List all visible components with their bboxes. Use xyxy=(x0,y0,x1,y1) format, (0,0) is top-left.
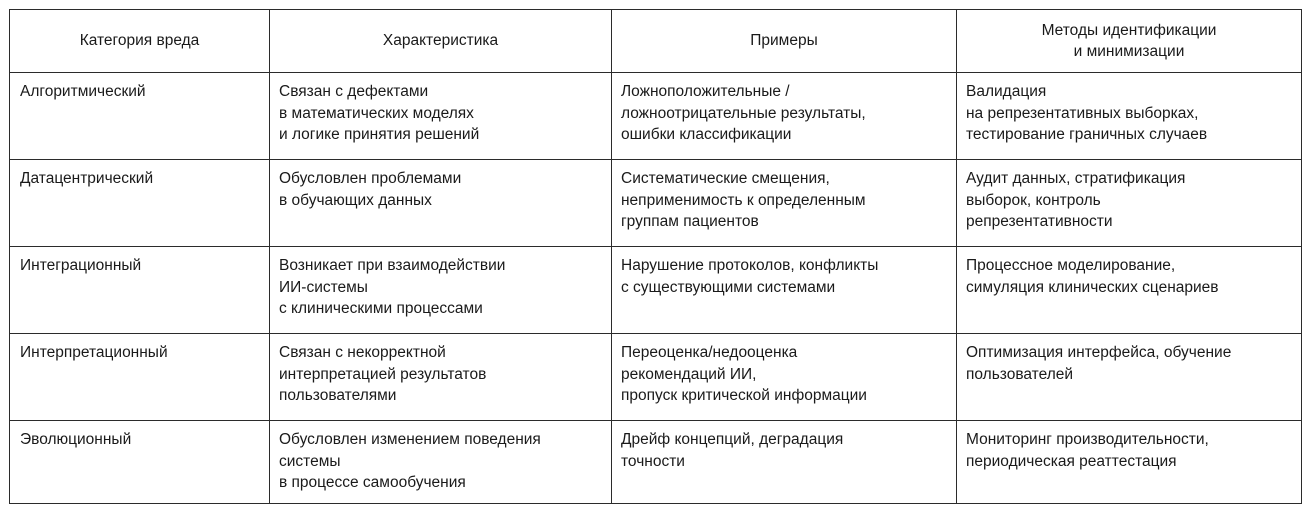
cell-line: рекомендаций ИИ, xyxy=(621,365,757,383)
cell-line: группам пациентов xyxy=(621,213,759,230)
cell-line: Алгоритмический xyxy=(20,83,146,100)
cell-examples xyxy=(612,160,957,247)
cell-line: ИИ-системы xyxy=(279,278,368,296)
cell-characteristic xyxy=(270,247,612,334)
cell-line: Процессное моделирование, xyxy=(966,257,1176,274)
header-line: Характеристика xyxy=(382,32,499,50)
cell-line: Мониторинг производительности, xyxy=(966,431,1209,448)
cell-line: в процессе самообучения xyxy=(279,474,466,491)
table-row xyxy=(10,73,1302,160)
cell-line: и логике принятия решений xyxy=(279,126,480,143)
cell-line: тестирование граничных случаев xyxy=(966,126,1208,143)
header-line: и минимизации xyxy=(1073,43,1185,60)
cell-examples xyxy=(612,73,957,160)
harm-categories-table-wrapper xyxy=(9,9,1302,504)
cell-line: в обучающих данных xyxy=(279,191,432,209)
header-line: Примеры xyxy=(750,32,818,50)
header-methods xyxy=(957,10,1302,73)
cell-examples xyxy=(612,247,957,334)
cell-line: ложноотрицательные результаты, xyxy=(621,104,866,122)
cell-line: пользователей xyxy=(966,365,1074,383)
cell-line: ошибки классификации xyxy=(621,126,792,143)
cell-methods xyxy=(957,421,1302,504)
cell-line: Ложноположительные / xyxy=(621,83,790,100)
cell-examples xyxy=(612,421,957,504)
cell-characteristic xyxy=(270,73,612,160)
cell-line: точности xyxy=(621,452,685,470)
cell-line: неприменимость к определенным xyxy=(621,191,866,209)
cell-line: системы xyxy=(279,452,341,470)
cell-characteristic xyxy=(270,160,612,247)
cell-line: выборок, контроль xyxy=(966,191,1101,209)
cell-line: Обусловлен изменением поведения xyxy=(279,431,541,448)
header-line: Методы идентификации xyxy=(1041,21,1217,39)
cell-line: Датацентрический xyxy=(20,170,154,187)
cell-line: Обусловлен проблемами xyxy=(279,170,462,187)
cell-characteristic xyxy=(270,334,612,421)
cell-line: Систематические смещения, xyxy=(621,170,830,187)
cell-line: репрезентативности xyxy=(966,213,1113,230)
cell-line: Нарушение протоколов, конфликты xyxy=(621,257,879,274)
cell-line: пропуск критической информации xyxy=(621,387,867,404)
header-characteristic xyxy=(270,10,612,73)
cell-line: Валидация xyxy=(966,83,1047,100)
cell-line: пользователями xyxy=(279,387,397,404)
cell-line: с клиническими процессами xyxy=(279,300,483,317)
cell-characteristic xyxy=(270,421,612,504)
cell-line: на репрезентативных выборках, xyxy=(966,104,1199,122)
cell-category xyxy=(10,247,270,334)
header-line: Категория вреда xyxy=(79,32,200,50)
cell-category xyxy=(10,421,270,504)
header-category xyxy=(10,10,270,73)
header-examples xyxy=(612,10,957,73)
cell-line: с существующими системами xyxy=(621,278,836,296)
cell-line: Эволюционный xyxy=(20,431,132,448)
cell-line: Связан с дефектами xyxy=(279,83,429,100)
table-header-row xyxy=(10,10,1302,73)
cell-methods xyxy=(957,160,1302,247)
cell-line: Переоценка/недооценка xyxy=(621,344,798,361)
cell-methods xyxy=(957,73,1302,160)
cell-line: Дрейф концепций, деградация xyxy=(621,431,844,448)
cell-methods xyxy=(957,334,1302,421)
cell-line: Аудит данных, стратификация xyxy=(966,170,1186,187)
cell-line: Интеграционный xyxy=(20,257,142,274)
cell-line: интерпретацией результатов xyxy=(279,365,487,383)
cell-examples xyxy=(612,334,957,421)
table-row xyxy=(10,334,1302,421)
table-row xyxy=(10,421,1302,504)
cell-line: Связан с некорректной xyxy=(279,344,446,361)
cell-category xyxy=(10,160,270,247)
cell-line: симуляция клинических сценариев xyxy=(966,278,1219,296)
cell-category xyxy=(10,73,270,160)
cell-line: в математических моделях xyxy=(279,104,474,122)
cell-line: Оптимизация интерфейса, обучение xyxy=(966,344,1232,361)
cell-line: Возникает при взаимодействии xyxy=(279,257,506,274)
cell-methods xyxy=(957,247,1302,334)
cell-line: Интерпретационный xyxy=(20,344,168,361)
cell-category xyxy=(10,334,270,421)
cell-line: периодическая реаттестация xyxy=(966,452,1177,470)
table-row xyxy=(10,160,1302,247)
table-row xyxy=(10,247,1302,334)
harm-categories-table xyxy=(9,9,1302,504)
